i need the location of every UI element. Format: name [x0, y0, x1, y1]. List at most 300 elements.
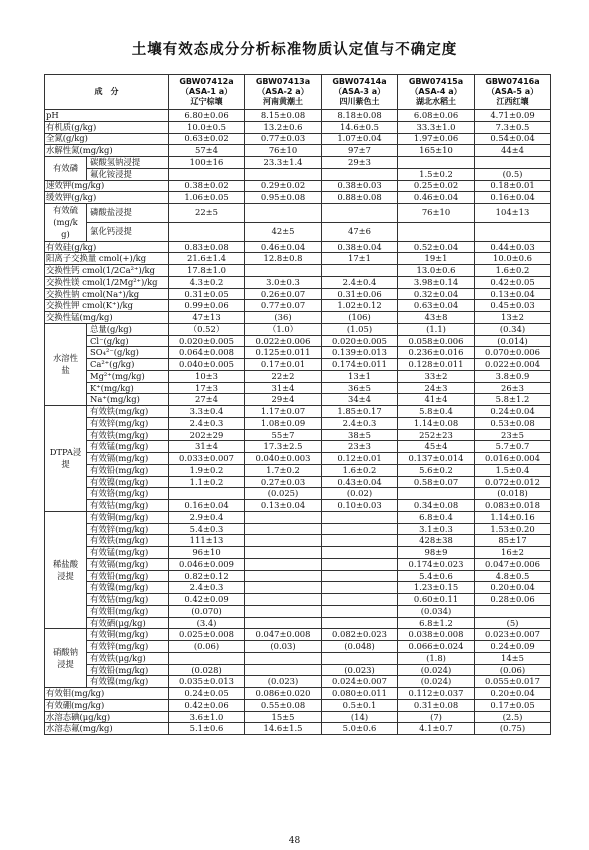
- table-row: [45, 382, 551, 394]
- value-cell: 0.53±0.08: [475, 417, 551, 429]
- row-sublabel: 有效铜(mg/kg): [87, 511, 169, 523]
- value-cell: (0.5): [475, 168, 551, 180]
- value-cell: (5): [475, 617, 551, 629]
- row-sublabel: 总量(g/kg): [87, 323, 169, 335]
- value-cell: (0.018): [475, 488, 551, 500]
- value-cell: 5.4±0.6: [398, 570, 475, 582]
- row-label: 交换性锰(mg/kg): [45, 312, 169, 324]
- value-cell: [322, 558, 398, 570]
- value-cell: 0.31±0.05: [169, 288, 245, 300]
- value-cell: 0.38±0.03: [322, 180, 398, 192]
- column-code: GBW07415a: [408, 77, 464, 86]
- table-row: [45, 276, 551, 288]
- row-label: pH: [45, 110, 169, 122]
- value-cell: 17±3: [169, 382, 245, 394]
- value-cell: [322, 617, 398, 629]
- table-row: [45, 417, 551, 429]
- value-cell: (0.028): [169, 664, 245, 676]
- value-cell: 3.6±1.0: [169, 711, 245, 723]
- table-row: [45, 558, 551, 570]
- value-cell: 0.42±0.09: [169, 594, 245, 606]
- value-cell: 0.16±0.04: [169, 500, 245, 512]
- row-label: 有效硅(g/kg): [45, 241, 169, 253]
- value-cell: 6.8±1.2: [398, 617, 475, 629]
- component-header: 成 分: [45, 75, 169, 110]
- group-label-line: 有效硫: [52, 205, 79, 215]
- row-sublabel: SO₄²⁻(g/kg): [87, 347, 169, 359]
- value-cell: (0.023): [322, 664, 398, 676]
- value-cell: [398, 157, 475, 169]
- value-cell: 31±4: [245, 382, 322, 394]
- value-cell: 0.137±0.014: [398, 453, 475, 465]
- value-cell: 0.13±0.04: [245, 500, 322, 512]
- value-cell: 0.18±0.01: [475, 180, 551, 192]
- row-sublabel: 氟化铵浸提: [87, 168, 169, 180]
- table-row: [45, 110, 551, 122]
- value-cell: 13±1: [322, 370, 398, 382]
- column-code: GBW07412a: [179, 77, 234, 86]
- value-cell: （1.0）: [245, 323, 322, 335]
- table-row: [45, 699, 551, 711]
- value-cell: 0.083±0.018: [475, 500, 551, 512]
- column-name: 湖北水稻土: [416, 97, 456, 106]
- row-sublabel: 有效硒(μg/kg): [87, 617, 169, 629]
- value-cell: 2.4±0.4: [322, 276, 398, 288]
- value-cell: 0.54±0.04: [475, 133, 551, 145]
- group-label: DTPA浸提: [45, 406, 87, 512]
- table-row: [45, 157, 551, 169]
- group-label: 稀盐酸浸提: [45, 511, 87, 629]
- table-row: [45, 394, 551, 406]
- value-cell: 4.71±0.09: [475, 110, 551, 122]
- value-cell: 0.28±0.06: [475, 594, 551, 606]
- value-cell: 4.8±0.5: [475, 570, 551, 582]
- value-cell: 0.070±0.006: [475, 347, 551, 359]
- value-cell: [245, 547, 322, 559]
- table-row: [45, 288, 551, 300]
- value-cell: 0.025±0.008: [169, 629, 245, 641]
- standard-values-table: [44, 74, 551, 735]
- row-sublabel: 有效钴(mg/kg): [87, 500, 169, 512]
- value-cell: 0.020±0.005: [169, 335, 245, 347]
- value-cell: 76±10: [398, 204, 475, 223]
- row-sublabel: 氯化钙浸提: [87, 222, 169, 241]
- value-cell: [245, 605, 322, 617]
- table-row: [45, 406, 551, 418]
- value-cell: [245, 570, 322, 582]
- value-cell: 29±3: [322, 157, 398, 169]
- value-cell: 8.18±0.08: [322, 110, 398, 122]
- value-cell: 252±23: [398, 429, 475, 441]
- table-row: [45, 629, 551, 641]
- value-cell: [245, 652, 322, 664]
- value-cell: 23±5: [475, 429, 551, 441]
- value-cell: (0.070): [169, 605, 245, 617]
- value-cell: 0.047±0.006: [475, 558, 551, 570]
- row-sublabel: 有效铁(mg/kg): [87, 429, 169, 441]
- value-cell: [322, 652, 398, 664]
- value-cell: 0.99±0.06: [169, 300, 245, 312]
- value-cell: 24±3: [398, 382, 475, 394]
- value-cell: 0.82±0.12: [169, 570, 245, 582]
- value-cell: 5.8±1.2: [475, 394, 551, 406]
- table-row: [45, 121, 551, 133]
- value-cell: 111±13: [169, 535, 245, 547]
- value-cell: 1.53±0.20: [475, 523, 551, 535]
- table-row: [45, 488, 551, 500]
- row-label: 有机质(g/kg): [45, 121, 169, 133]
- table-row: [45, 688, 551, 700]
- table-row: [45, 359, 551, 371]
- value-cell: 0.38±0.02: [169, 180, 245, 192]
- table-row: [45, 370, 551, 382]
- value-cell: [245, 168, 322, 180]
- value-cell: 0.29±0.02: [245, 180, 322, 192]
- table-row: [45, 652, 551, 664]
- value-cell: 0.020±0.005: [322, 335, 398, 347]
- value-cell: 3.0±0.3: [245, 276, 322, 288]
- value-cell: (0.023): [245, 676, 322, 688]
- group-label: [45, 204, 87, 242]
- value-cell: 0.064±0.008: [169, 347, 245, 359]
- value-cell: (1.1): [398, 323, 475, 335]
- value-cell: [475, 605, 551, 617]
- value-cell: 1.07±0.04: [322, 133, 398, 145]
- table-row: [45, 476, 551, 488]
- table-row: [45, 582, 551, 594]
- value-cell: (0.02): [322, 488, 398, 500]
- value-cell: 7.3±0.5: [475, 121, 551, 133]
- value-cell: (0.048): [322, 641, 398, 653]
- value-cell: 31±4: [169, 441, 245, 453]
- table-row: [45, 441, 551, 453]
- value-cell: 0.55±0.08: [245, 699, 322, 711]
- value-cell: 0.17±0.05: [475, 699, 551, 711]
- table-row: [45, 664, 551, 676]
- value-cell: 0.016±0.004: [475, 453, 551, 465]
- value-cell: 85±17: [475, 535, 551, 547]
- value-cell: 8.15±0.08: [245, 110, 322, 122]
- value-cell: [475, 222, 551, 241]
- value-cell: 0.046±0.009: [169, 558, 245, 570]
- value-cell: 4.3±0.2: [169, 276, 245, 288]
- value-cell: [245, 511, 322, 523]
- table-row: [45, 453, 551, 465]
- value-cell: [322, 535, 398, 547]
- column-name: 辽宁棕壤: [190, 97, 223, 106]
- value-cell: 0.45±0.03: [475, 300, 551, 312]
- table-row: [45, 570, 551, 582]
- value-cell: 0.31±0.06: [322, 288, 398, 300]
- row-sublabel: Cl⁻(g/kg): [87, 335, 169, 347]
- value-cell: 10.0±0.5: [169, 121, 245, 133]
- value-cell: 43±8: [398, 312, 475, 324]
- value-cell: 1.02±0.12: [322, 300, 398, 312]
- value-cell: 0.080±0.011: [322, 688, 398, 700]
- table-row: [45, 676, 551, 688]
- value-cell: 0.24±0.04: [475, 406, 551, 418]
- row-label: 全氮(g/kg): [45, 133, 169, 145]
- row-sublabel: 有效镉(mg/kg): [87, 453, 169, 465]
- value-cell: 1.6±0.2: [475, 265, 551, 277]
- column-header: [322, 75, 398, 110]
- value-cell: [322, 605, 398, 617]
- value-cell: (0.024): [398, 676, 475, 688]
- value-cell: 0.13±0.04: [475, 288, 551, 300]
- value-cell: 6.8±0.4: [398, 511, 475, 523]
- table-header-row: [45, 75, 551, 110]
- value-cell: 0.17±0.01: [245, 359, 322, 371]
- value-cell: 0.95±0.08: [245, 192, 322, 204]
- row-label: 缓效钾(g/kg): [45, 192, 169, 204]
- value-cell: 4.1±0.7: [398, 723, 475, 735]
- row-label: 水溶态氟(mg/kg): [45, 723, 169, 735]
- table-row: [45, 723, 551, 735]
- value-cell: (0.06): [475, 664, 551, 676]
- value-cell: 0.63±0.04: [398, 300, 475, 312]
- value-cell: 0.022±0.004: [475, 359, 551, 371]
- value-cell: 36±5: [322, 382, 398, 394]
- column-code: GBW07414a: [332, 77, 387, 86]
- value-cell: 0.42±0.06: [169, 699, 245, 711]
- value-cell: 0.88±0.08: [322, 192, 398, 204]
- column-header: [245, 75, 322, 110]
- value-cell: 0.040±0.003: [245, 453, 322, 465]
- value-cell: 2.9±0.4: [169, 511, 245, 523]
- value-cell: 6.80±0.06: [169, 110, 245, 122]
- value-cell: 0.174±0.011: [322, 359, 398, 371]
- value-cell: 0.16±0.04: [475, 192, 551, 204]
- value-cell: [169, 222, 245, 241]
- value-cell: 0.25±0.02: [398, 180, 475, 192]
- table-row: [45, 711, 551, 723]
- value-cell: [322, 168, 398, 180]
- group-label: 有效磷: [45, 157, 87, 181]
- column-code: GBW07413a: [255, 77, 311, 86]
- value-cell: 1.7±0.2: [245, 464, 322, 476]
- value-cell: 5.8±0.4: [398, 406, 475, 418]
- value-cell: 33.3±1.0: [398, 121, 475, 133]
- column-alias: （ASA-3 a）: [333, 87, 386, 96]
- value-cell: 0.139±0.013: [322, 347, 398, 359]
- column-code: GBW07416a: [485, 77, 540, 86]
- value-cell: 96±10: [169, 547, 245, 559]
- value-cell: (106): [322, 312, 398, 324]
- value-cell: 13.0±0.6: [398, 265, 475, 277]
- table-row: [45, 241, 551, 253]
- value-cell: （0.52）: [169, 323, 245, 335]
- value-cell: 2.4±0.3: [169, 582, 245, 594]
- row-sublabel: 碳酸氢钠浸提: [87, 157, 169, 169]
- value-cell: 0.46±0.04: [245, 241, 322, 253]
- value-cell: 0.42±0.05: [475, 276, 551, 288]
- value-cell: (0.025): [245, 488, 322, 500]
- value-cell: 0.038±0.008: [398, 629, 475, 641]
- value-cell: [245, 664, 322, 676]
- value-cell: 1.08±0.09: [245, 417, 322, 429]
- value-cell: 17±1: [322, 253, 398, 265]
- table-row: [45, 464, 551, 476]
- value-cell: 0.52±0.04: [398, 241, 475, 253]
- value-cell: 0.033±0.007: [169, 453, 245, 465]
- value-cell: 0.58±0.07: [398, 476, 475, 488]
- value-cell: 22±5: [169, 204, 245, 223]
- value-cell: 0.44±0.03: [475, 241, 551, 253]
- row-sublabel: 有效钼(mg/kg): [87, 605, 169, 617]
- value-cell: 0.040±0.005: [169, 359, 245, 371]
- row-sublabel: 磷酸盐浸提: [87, 204, 169, 223]
- value-cell: 1.6±0.2: [322, 464, 398, 476]
- table-row: [45, 265, 551, 277]
- value-cell: 0.112±0.037: [398, 688, 475, 700]
- value-cell: 97±7: [322, 145, 398, 157]
- value-cell: [322, 523, 398, 535]
- row-sublabel: 有效铁(mg/kg): [87, 535, 169, 547]
- value-cell: 165±10: [398, 145, 475, 157]
- value-cell: 0.236±0.016: [398, 347, 475, 359]
- value-cell: 1.97±0.06: [398, 133, 475, 145]
- value-cell: 27±4: [169, 394, 245, 406]
- row-sublabel: 有效钴(mg/kg): [87, 594, 169, 606]
- value-cell: [322, 582, 398, 594]
- column-name: 江西红壤: [496, 97, 529, 106]
- value-cell: 0.26±0.07: [245, 288, 322, 300]
- value-cell: 0.20±0.04: [475, 582, 551, 594]
- row-sublabel: Mg²⁺(mg/kg): [87, 370, 169, 382]
- value-cell: 57±4: [169, 145, 245, 157]
- row-sublabel: Na⁺(mg/kg): [87, 394, 169, 406]
- value-cell: (0.06): [169, 641, 245, 653]
- column-name: 四川紫色土: [339, 97, 380, 106]
- value-cell: [475, 157, 551, 169]
- value-cell: 14.6±1.5: [245, 723, 322, 735]
- value-cell: 5.1±0.6: [169, 723, 245, 735]
- value-cell: [169, 168, 245, 180]
- table-row: [45, 605, 551, 617]
- row-sublabel: Ca²⁺(g/kg): [87, 359, 169, 371]
- table-row: [45, 323, 551, 335]
- row-label: 水解性氮(mg/kg): [45, 145, 169, 157]
- value-cell: (1.05): [322, 323, 398, 335]
- value-cell: 1.5±0.2: [398, 168, 475, 180]
- value-cell: 76±10: [245, 145, 322, 157]
- value-cell: 0.24±0.09: [475, 641, 551, 653]
- column-header: [398, 75, 475, 110]
- value-cell: 5.6±0.2: [398, 464, 475, 476]
- value-cell: 1.85±0.17: [322, 406, 398, 418]
- value-cell: (1.8): [398, 652, 475, 664]
- value-cell: 34±4: [322, 394, 398, 406]
- value-cell: 47±6: [322, 222, 398, 241]
- row-sublabel: 有效铬(mg/kg): [87, 488, 169, 500]
- value-cell: (7): [398, 711, 475, 723]
- value-cell: [245, 617, 322, 629]
- value-cell: 0.38±0.04: [322, 241, 398, 253]
- value-cell: 0.63±0.02: [169, 133, 245, 145]
- value-cell: (2.5): [475, 711, 551, 723]
- value-cell: 17.8±1.0: [169, 265, 245, 277]
- row-sublabel: 有效镍(mg/kg): [87, 476, 169, 488]
- value-cell: 13.2±0.6: [245, 121, 322, 133]
- value-cell: 5.7±0.7: [475, 441, 551, 453]
- value-cell: [322, 594, 398, 606]
- value-cell: [169, 488, 245, 500]
- table-row: [45, 535, 551, 547]
- value-cell: 13±2: [475, 312, 551, 324]
- row-sublabel: 有效铅(mg/kg): [87, 464, 169, 476]
- row-sublabel: 有效锌(mg/kg): [87, 523, 169, 535]
- value-cell: [398, 488, 475, 500]
- value-cell: 0.047±0.008: [245, 629, 322, 641]
- row-sublabel: 有效铁(mg/kg): [87, 406, 169, 418]
- column-header: [169, 75, 245, 110]
- value-cell: 0.086±0.020: [245, 688, 322, 700]
- table-row: [45, 312, 551, 324]
- value-cell: 22±2: [245, 370, 322, 382]
- value-cell: 0.024±0.007: [322, 676, 398, 688]
- value-cell: 428±38: [398, 535, 475, 547]
- value-cell: 16±2: [475, 547, 551, 559]
- value-cell: 0.60±0.11: [398, 594, 475, 606]
- table-row: [45, 641, 551, 653]
- value-cell: 29±4: [245, 394, 322, 406]
- row-sublabel: 有效锰(mg/kg): [87, 441, 169, 453]
- value-cell: 0.125±0.011: [245, 347, 322, 359]
- row-sublabel: 有效铁(μg/kg): [87, 652, 169, 664]
- table-row: [45, 617, 551, 629]
- value-cell: (0.03): [245, 641, 322, 653]
- value-cell: 10±3: [169, 370, 245, 382]
- table-row: [45, 192, 551, 204]
- value-cell: 23.3±1.4: [245, 157, 322, 169]
- table-row: [45, 145, 551, 157]
- column-alias: （ASA-4 a）: [410, 87, 462, 96]
- value-cell: 0.174±0.023: [398, 558, 475, 570]
- value-cell: (36): [245, 312, 322, 324]
- table-row: [45, 300, 551, 312]
- value-cell: 104±13: [475, 204, 551, 223]
- value-cell: 19±1: [398, 253, 475, 265]
- value-cell: 1.14±0.16: [475, 511, 551, 523]
- value-cell: 38±5: [322, 429, 398, 441]
- row-label: 有效钼(mg/kg): [45, 688, 169, 700]
- table-row: [45, 594, 551, 606]
- table-body: [45, 110, 551, 735]
- row-label: 水溶态碘(μg/kg): [45, 711, 169, 723]
- row-sublabel: 有效镍(mg/kg): [87, 676, 169, 688]
- value-cell: 0.10±0.03: [322, 500, 398, 512]
- value-cell: 0.83±0.08: [169, 241, 245, 253]
- value-cell: 14±5: [475, 652, 551, 664]
- row-label: 交换性钠 cmol(Na⁺)/kg: [45, 288, 169, 300]
- group-label-line: (mg/kg): [53, 217, 78, 240]
- row-sublabel: 有效锌(mg/kg): [87, 417, 169, 429]
- value-cell: 0.128±0.011: [398, 359, 475, 371]
- value-cell: 0.24±0.05: [169, 688, 245, 700]
- value-cell: 0.055±0.017: [475, 676, 551, 688]
- row-sublabel: 有效铅(mg/kg): [87, 570, 169, 582]
- value-cell: [245, 535, 322, 547]
- value-cell: 44±4: [475, 145, 551, 157]
- value-cell: (0.034): [398, 605, 475, 617]
- group-label: 水溶性盐: [45, 323, 87, 405]
- value-cell: 2.4±0.3: [169, 417, 245, 429]
- page-number: 48: [288, 836, 301, 846]
- value-cell: 15±5: [245, 711, 322, 723]
- row-sublabel: K⁺(mg/kg): [87, 382, 169, 394]
- row-sublabel: 有效锰(mg/kg): [87, 547, 169, 559]
- value-cell: [245, 265, 322, 277]
